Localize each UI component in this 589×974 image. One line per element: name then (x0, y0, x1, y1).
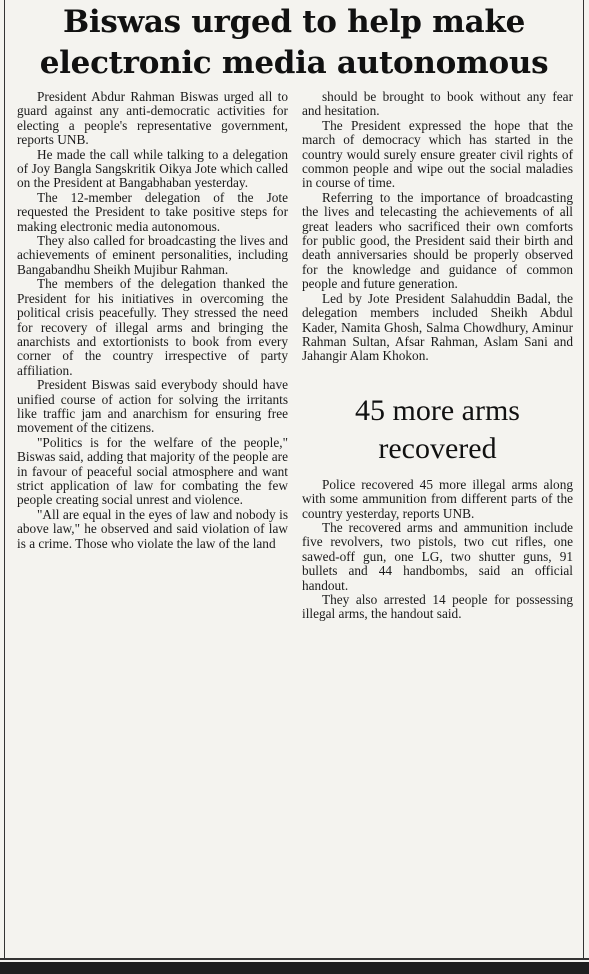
article-body (17, 90, 573, 622)
article-headline: Biswas urged to help make electronic media autonomous (39, 4, 549, 81)
paragraph: The 12-member delegation of the Jote requested the President to take positive steps for making electronic media autonomous. (17, 189, 288, 234)
paragraph: The recovered arms and ammunition include five revolvers, two pistols, two cut rifles, one sawed-off gun, one LG, two shutter guns, 91 bullets and 44 handbombs, said an official handout. (302, 519, 573, 593)
paragraph: Referring to the importance of broadcasting the lives and telecasting the achievements of all great leaders who sacrificed their own comforts for public good, the President said their birth and death anniversaries should be properly observed for the knowledge and guidance of common people and future generation. (302, 189, 573, 292)
next-article-strip (0, 962, 589, 974)
paragraph: The members of the delegation thanked the President for his initiatives in overcoming the political crisis peacefully. They stressed the need for recovery of illegal arms and bringing the anarchists and extortionists to book from every corner of the country irrespective of party affiliation. (17, 276, 288, 378)
paragraph: Police recovered 45 more illegal arms along with some ammunition from different parts of the country yesterday, reports UNB. (302, 476, 573, 521)
paragraph: should be brought to book without any fear and hesitation. (302, 89, 573, 119)
paragraph: They also called for broadcasting the lives and achievements of eminent personalities, including Bangabandhu Sheikh Mujibur Rahman. (17, 233, 288, 277)
left-column (17, 90, 288, 622)
paragraph: President Biswas said everybody should have unified course of action for solving the irritants like traffic jam and anarchism for ensuring free movement of the citizens. (17, 377, 288, 436)
paragraph: He made the call while talking to a delegation of Joy Bangla Sangskritik Oikya Jote which called on the President at Bangabhaban yesterday. (17, 146, 288, 191)
bottom-divider (0, 958, 589, 960)
second-story-headline: 45 more arms recovered (355, 393, 520, 465)
newspaper-clipping (4, 0, 584, 958)
paragraph: "All are equal in the eyes of law and nobody is above law," he observed and said violation of law is a crime. Those who violate the law of the land (17, 506, 288, 551)
right-column (302, 90, 573, 622)
paragraph: "Politics is for the welfare of the people," Biswas said, adding that majority of the people are in favour of peaceful social atmosphere and want strict application of law for combating the few people creating social unrest and violence. (17, 434, 288, 508)
paragraph: They also arrested 14 people for possessing illegal arms, the handout said. (302, 591, 573, 622)
paragraph: The President expressed the hope that the march of democracy which has started in the country would surely ensure greater civil rights of common people and wipe out the social maladies in course of time. (302, 117, 573, 191)
paragraph: President Abdur Rahman Biswas urged all to guard against any anti-democratic activities for electing a people's representative government, reports UNB. (17, 89, 288, 148)
paragraph: Led by Jote President Salahuddin Badal, the delegation members included Sheikh Abdul Kader, Namita Ghosh, Salma Chowdhury, Aminur Rahman Sultan, Afsar Rahman, Aslam Sani and Jahangir Alam Khokon. (302, 290, 573, 364)
